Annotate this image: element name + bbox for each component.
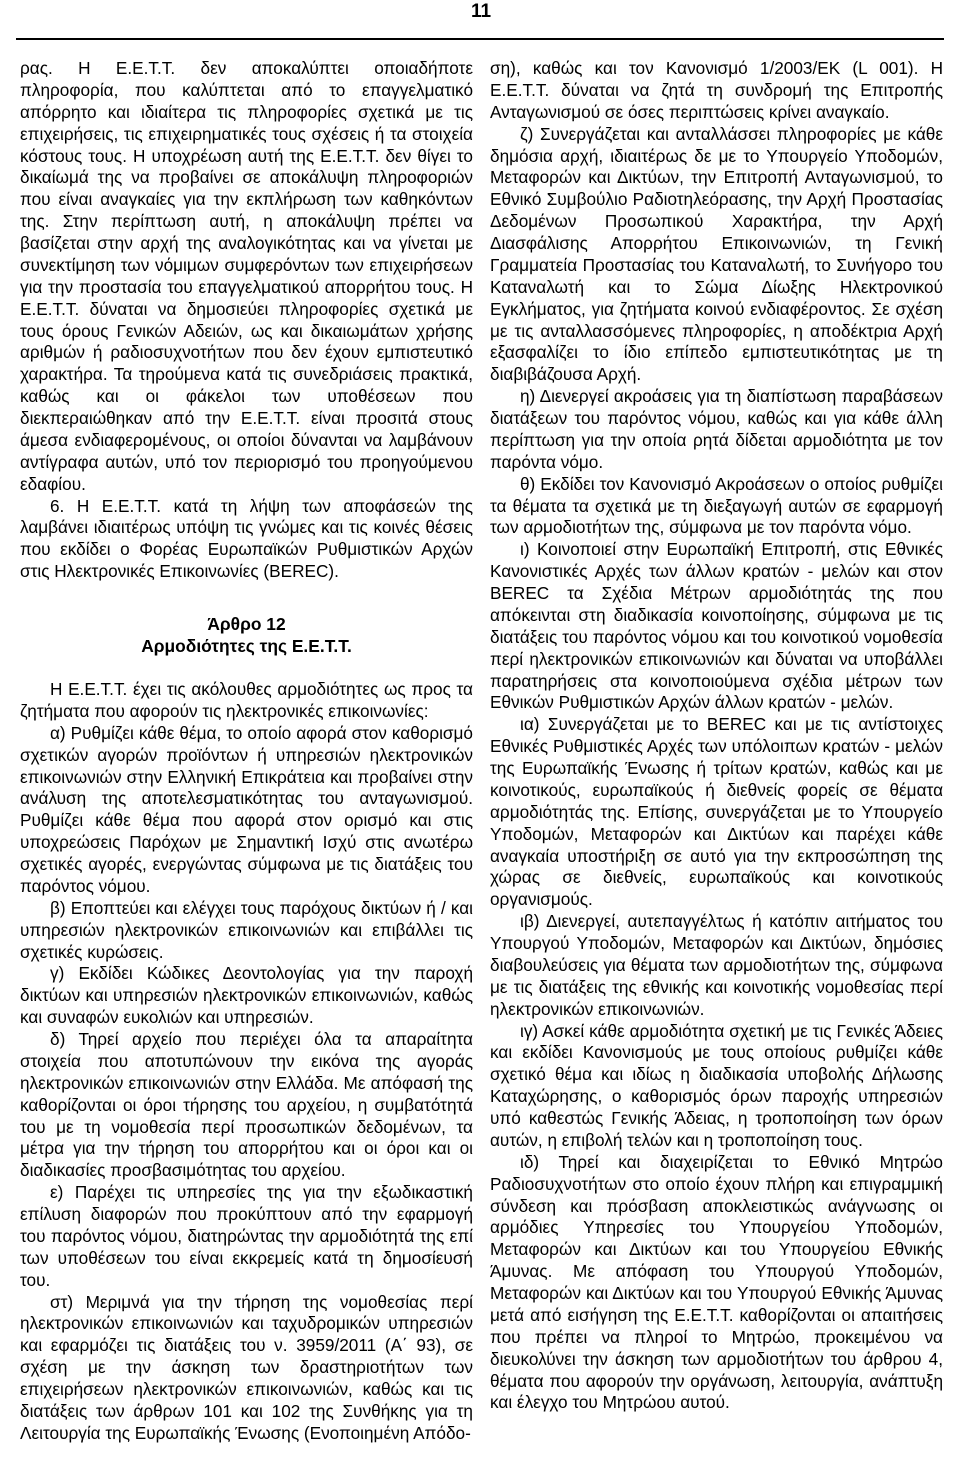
item-ig: ιγ) Ασκεί κάθε αρμοδιότητα σχετική με τις Γενικές Άδειες και εκδίδει Κανονισμούς με τους οποίους ρυθμίζει κάθε σχετικό θέμα και ιδίως η διαδικασία υποβολής Δήλωσης Καταχώρησης, ο καθορισμός όρων παροχής υπηρεσιών υπό καθεστώς Γενικής Άδειας, η τροποποίηση των όρων αυτών, η επιβολή τελών και η τροποποίηση τους. xyxy=(490,1020,943,1150)
article-intro: Η Ε.Ε.Τ.Τ. έχει τις ακόλουθες αρμοδιότητες ως προς τα ζητήματα που αφορούν τις ηλεκτρονικές επικοινωνίες: xyxy=(20,679,473,721)
page-number: 11 xyxy=(470,1,492,22)
header-rule xyxy=(16,38,944,40)
item-b: β) Εποπτεύει και ελέγχει τους παρόχους δικτύων ή / και υπηρεσιών ηλεκτρονικών επικοινωνιών και επιβάλλει τις σχετικές κυρώσεις. xyxy=(20,897,473,962)
item-st: στ) Μεριμνά για την τήρηση της νομοθεσίας περί ηλεκτρονικών επικοινωνιών και ταχυδρομικών υπηρεσιών και εφαρμόζει τις διατάξεις του ν. 3959/2011 (Α΄ 93), σε σχέση με την άσκηση των δραστηριοτήτων των επιχειρήσεων ηλεκτρονικών επικοινωνιών, καθώς και τις διατάξεις των άρθρων 101 και 102 της Συνθήκης για τη Λειτουργία της Ευρωπαϊκής Ένωσης (Ενοποιημένη Απόδο- xyxy=(20,1291,473,1443)
article-number: Άρθρο 12 xyxy=(207,614,286,634)
item-ib: ιβ) Διενεργεί, αυτεπαγγέλτως ή κατόπιν αιτήματος του Υπουργού Υποδομών, Μεταφορών και Δικτύων, δημόσιες διαβουλεύσεις για θέματα των αρμοδιοτήτων της, σύμφωνα με τις διατάξεις της εθνικής και κοινοτικής νομοθεσίας περί ηλεκτρονικών επικοινωνιών. xyxy=(490,911,943,1019)
item-z: ζ) Συνεργάζεται και ανταλλάσσει πληροφορίες με κάθε δημόσια αρχή, ιδιαιτέρως δε με το Υπουργείο Υποδομών, Μεταφορών και Δικτύων, την Επιτροπή Ανταγωνισμού, το Εθνικό Συμβούλιο Ραδιοτηλεόρασης, την Αρχή Προστασίας Δεδομένων Προσωπικού Χαρακτήρα, την Αρχή Διασφάλισης Απορρήτου Επικοινωνιών, τη Γενική Γραμματεία Προστασίας του Καταναλωτή, το Συνήγορο του Καταναλωτή και το Σώμα Δίωξης Ηλεκτρονικού Εγκλήματος, για ζητήματα κοινού ενδιαφέροντος. Σε σχέση με τις ανταλλασσόμενες πληροφορίες, η αποδέκτρια Αρχή εξασφαλίζει το ίδιο επίπεδο εμπιστευτικότητας με τη διαβιβάζουσα Αρχή. xyxy=(490,123,943,385)
item-c: γ) Εκδίδει Κώδικες Δεοντολογίας για την παροχή δικτύων και υπηρεσιών ηλεκτρονικών επικοινωνιών, καθώς και συναφών ευκολιών και υπηρεσιών. xyxy=(20,963,473,1028)
item-a: α) Ρυθμίζει κάθε θέμα, το οποίο αφορά στον καθορισμό σχετικών αγορών προϊόντων ή υπηρεσιών ηλεκτρονικών επικοινωνιών στην Ελληνική Επικράτεια και προβαίνει στην ανάλυση της αποτελεσματικότητας του ανταγωνισμού. Ρυθμίζει κάθε θέμα που αφορά στον ορισμό και στις υποχρεώσεις Παρόχων με Σημαντική Ισχύ στις ανωτέρω σχετικές αγορές, ενεργώντας σύμφωνα με τις διατάξεις του παρόντος νόμου. xyxy=(20,722,473,896)
left-column xyxy=(20,58,473,1445)
item-id: ιδ) Τηρεί και διαχειρίζεται το Εθνικό Μητρώο Ραδιοσυχνοτήτων στο οποίο έχουν πλήρη και επιγραμμική σύνδεση και πρόσβαση αποκλειστικώς ανάγνωσης οι αρμόδιες Υπηρεσίες του Υπουργείου Υποδομών, Μεταφορών και Δικτύων και του Υπουργείου Εθνικής Άμυνας. Με απόφαση του Υπουργού Υποδομών, Μεταφορών και Δικτύων και του Υπουργού Εθνικής Άμυνας μετά από εισήγηση της Ε.Ε.Τ.Τ. καθορίζονται οι απαιτήσεις που πρέπει να πληροί το Μητρώο, προκειμένου να διευκολύνει την άσκηση των αρμοδιοτήτων του άρθρου 4, θέματα που αφορούν την οργάνωση, λειτουργία, ανάπτυξη και έλεγχο του Μητρώου αυτού. xyxy=(490,1151,943,1413)
item-e: ε) Παρέχει τις υπηρεσίες της για την εξωδικαστική επίλυση διαφορών που προκύπτουν από την εφαρμογή του παρόντος νόμου, διατηρώντας την αρμοδιότητά της επί των υποθέσεων του είναι εκκρεμείς κατά τη δημοσίευσή του. xyxy=(20,1182,473,1290)
item-d: δ) Τηρεί αρχείο που περιέχει όλα τα απαραίτητα στοιχεία που αποτυπώνουν την εικόνα της αγοράς ηλεκτρονικών επικοινωνιών στην Ελλάδα. Με απόφασή της καθορίζονται οι όροι τήρησης του αρχείου, η συμβατότητά του με τη νομοθεσία περί προσωπικών δεδομένων, τα μέτρα για την τήρηση του απορρήτου και οι όροι και οι διαδικασίες προσβασιμότητας του αρχείου. xyxy=(20,1029,473,1181)
item-ia: ια) Συνεργάζεται με το BEREC και με τις αντίστοιχες Εθνικές Ρυθμιστικές Αρχές των υπόλοιπων κρατών - μελών της Ευρωπαϊκής Ένωσης ή τρίτων κρατών, καθώς και με κοινοτικούς, ευρωπαϊκούς ή διεθνείς φορείς σε θέματα αρμοδιότητάς της. Επίσης, συνεργάζεται με το Υπουργείο Υποδομών, Μεταφορών και Δικτύων και παρέχει κάθε αναγκαία υποστήριξη σε αυτό για την εκπροσώπηση της χώρας σε διεθνείς, ευρωπαϊκούς και κοινοτικούς οργανισμούς. xyxy=(490,714,943,910)
paragraph-6-berec: 6. Η Ε.Ε.Τ.Τ. κατά τη λήψη των αποφάσεών της λαμβάνει ιδιαιτέρως υπόψη τις γνώμες και τις κοινές θέσεις που εκδίδει ο Φορέας Ευρωπαϊκών Ρυθμιστικών Αρχών στις Ηλεκτρονικές Επικοινωνίες (BEREC). xyxy=(20,495,473,582)
item-i: ι) Κοινοποιεί στην Ευρωπαϊκή Επιτροπή, στις Εθνικές Κανονιστικές Αρχές των άλλων κρατών - μελών και στον BEREC τα Σχέδια Μέτρων αρμοδιότητάς της που απόκεινται στη διαδικασία κοινοποίησης, σύμφωνα με τις διατάξεις του παρόντος νόμου και του κοινοτικού νομοθεσία περί ηλεκτρονικών επικοινωνιών και δύναται να υποβάλλει παρατηρήσεις στα κοινοποιούμενα σχέδια μέτρων των Εθνικών Ρυθμιστικών Αρχών άλλων κρατών - μελών. xyxy=(490,539,943,713)
right-column xyxy=(490,58,943,1414)
item-h: η) Διενεργεί ακροάσεις για τη διαπίστωση παραβάσεων διατάξεων του παρόντος νόμου, καθώς και για κάθε άλλη περίπτωση για την οποία ρητά δίδεται αρμοδιότητα με τον παρόντα νόμο. xyxy=(490,386,943,472)
item-th: θ) Εκδίδει τον Κανονισμό Ακροάσεων ο οποίος ρυθμίζει τα θέματα τα σχετικά με τη διεξαγωγή αυτών σε εφαρμογή των αρμοδιοτήτων της, σύμφωνα με τον παρόντα νόμο. xyxy=(490,473,943,538)
paragraph-confidentiality: ρας. Η Ε.Ε.Τ.Τ. δεν αποκαλύπτει οποιαδήποτε πληροφορία, που καλύπτεται από το επαγγελματικό απόρρητο και ιδιαίτερα τις πληροφορίες σχετικά με τις επιχειρήσεις, τις επιχειρηματικές τους σχέσεις ή τα στοιχεία κόστους τους. Η υποχρέωση αυτή της Ε.Ε.Τ.Τ. δεν θίγει το δικαίωμά της να προβαίνει σε αποκάλυψη πληροφοριών που είναι αναγκαίες για την εκπλήρωση των καθηκόντων της. Στην περίπτωση αυτή, η αποκάλυψη πρέπει να βασίζεται στην αρχή της αναλογικότητας και να γίνεται με συνεκτίμηση των νόμιμων συμφερόντων των επιχειρήσεων για την προστασία του επαγγελματικού απορρήτου τους. Η Ε.Ε.Τ.Τ. δύναται να δημοσιεύει πληροφορίες σχετικά με τους όρους Γενικών Αδειών, ως και δικαιωμάτων χρήσης αριθμών ή ραδιοσυχνοτήτων που δεν έχουν εμπιστευτικό χαρακτήρα. Τα τηρούμενα κατά τις συνεδριάσεις πρακτικά, καθώς και οι φάκελοι των υποθέσεων που διεκπεραιώθηκαν από την Ε.Ε.Τ.Τ. είναι προσιτά στους άμεσα ενδιαφερομένους, οι οποίοι δύνανται να λαμβάνουν αντίγραφα αυτών, υπό τον περιορισμό του προηγούμενου εδαφίου. xyxy=(20,58,473,494)
paragraph-continuation: ση), καθώς και τον Κανονισμό 1/2003/ΕΚ (L 001). Η Ε.Ε.Τ.Τ. δύναται να ζητά τη συνδρομή της Επιτροπής Ανταγωνισμού σε όσες περιπτώσεις κρίνει αναγκαίο. xyxy=(490,58,943,122)
article-title: Αρμοδιότητες της Ε.Ε.Τ.Τ. xyxy=(141,636,352,656)
